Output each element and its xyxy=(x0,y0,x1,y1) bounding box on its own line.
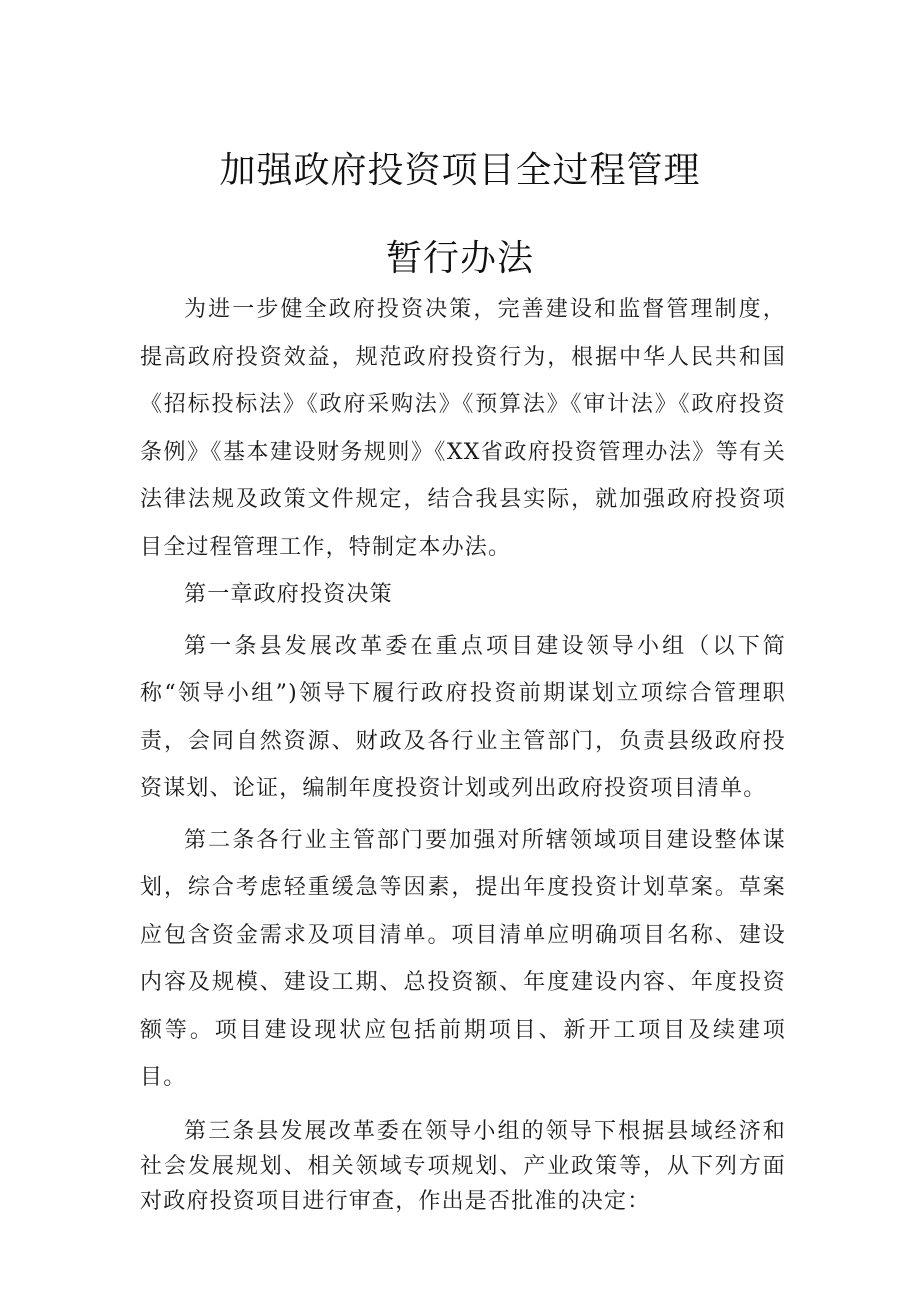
chapter-heading: 第一章政府投资决策 xyxy=(184,582,393,607)
article-1-paragraph: 第一条县发展改革委在重点项目建设领导小组（以下简称“领导小组”)领导下履行政府投资前期谋划立项综合管理职责，会同自然资源、财政及各行业主管部门，负责县级政府投资谋划、论证，编制年度投资计划或列出政府投资项目清单。 xyxy=(140,633,786,801)
document-body xyxy=(140,286,786,1219)
preamble-paragraph: 为进一步健全政府投资决策，完善建设和监督管理制度，提高政府投资效益，规范政府投资行为，根据中华人民共和国《招标投标法》《政府采购法》《预算法》《审计法》《政府投资条例》《基本建设财务规则》《XX省政府投资管理办法》等有关法律法规及政策文件规定，结合我县实际，就加强政府投资项目全过程管理工作，特制定本办法。 xyxy=(140,297,786,560)
article-2-paragraph: 第二条各行业主管部门要加强对所辖领域项目建设整体谋划，综合考虑轻重缓急等因素，提出年度投资计划草案。草案应包含资金需求及项目清单。项目清单应明确项目名称、建设内容及规模、建设工期、总投资额、年度建设内容、年度投资额等。项目建设现状应包括前期项目、新开工项目及续建项目。 xyxy=(140,827,786,1090)
document-title-line-2: 暂行办法 xyxy=(385,238,534,279)
article-3-paragraph: 第三条县发展改革委在领导小组的领导下根据县域经济和社会发展规划、相关领域专项规划、产业政策等，从下列方面对政府投资项目进行审查，作出是否批准的决定： xyxy=(140,1118,786,1214)
document-title-line-1: 加强政府投资项目全过程管理 xyxy=(219,150,701,191)
